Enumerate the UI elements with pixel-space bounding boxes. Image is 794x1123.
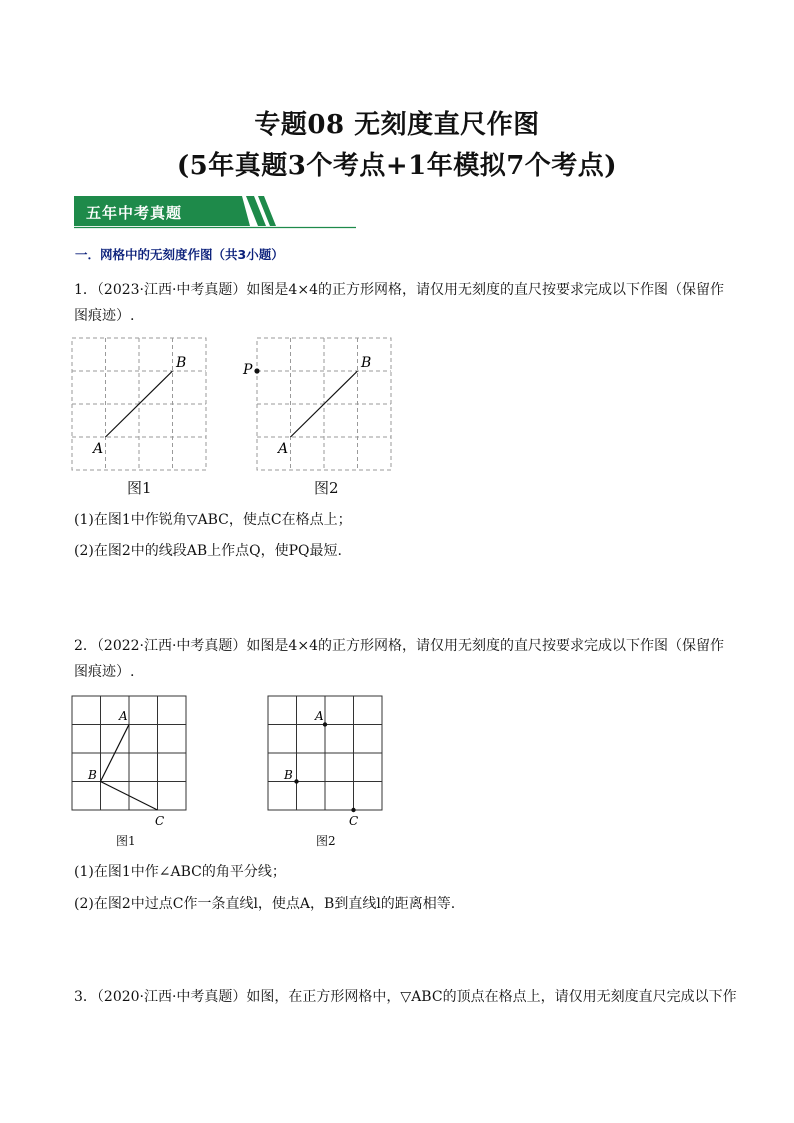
q2-part-1: (1)在图1中作∠ABC的角平分线； <box>74 864 286 880</box>
q2-fig2-caption: 图2 <box>316 834 336 848</box>
q2-fig1-label-c: C <box>155 814 165 828</box>
question-1-stem: 1．（2023·江西·中考真题）如图是4×4的正方形网格，请仅用无刻度的直尺按要求完成以下作图（保留作图痕迹）. <box>74 282 724 324</box>
q1-fig1-caption: 图1 <box>127 479 152 497</box>
q2-fig2-label-c: C <box>349 814 359 828</box>
q2-figure-2 <box>262 690 392 830</box>
q1-part-1: (1)在图1中作锐角▽ABC，使点C在格点上； <box>74 512 352 528</box>
q1-fig1-label-b: B <box>176 355 187 371</box>
q2-fig2-point-c <box>351 808 355 812</box>
section-heading: 一．网格中的无刻度作图（共3小题） <box>75 247 284 262</box>
q2-fig1-label-b: B <box>88 768 97 782</box>
page-title: 专题08 无刻度直尺作图 <box>254 110 540 140</box>
question-2-stem: 2．（2022·江西·中考真题）如图是4×4的正方形网格，请仅用无刻度的直尺按要求完成以下作图（保留作图痕迹）. <box>74 638 724 680</box>
page-subtitle: (5年真题3个考点+1年模拟7个考点) <box>176 151 618 181</box>
question-3-stem: 3．（2020·江西·中考真题）如图，在正方形网格中，▽ABC的顶点在格点上，请仅用无刻度直尺完成以下作 <box>74 989 737 1005</box>
banner-label: 五年中考真题 <box>86 204 183 222</box>
q1-fig2-caption: 图2 <box>314 479 339 497</box>
q1-fig2-label-a: A <box>278 441 289 457</box>
q2-fig1-label-a: A <box>119 709 128 723</box>
q1-figure-2 <box>240 332 400 477</box>
q1-fig2-point-p <box>254 368 259 373</box>
q1-part-2: (2)在图2中的线段AB上作点Q，使PQ最短. <box>74 543 342 559</box>
q2-fig2-label-b: B <box>284 768 293 782</box>
q1-figure-1 <box>66 332 216 477</box>
q2-fig1-caption: 图1 <box>116 834 136 848</box>
q1-fig2-label-b: B <box>361 355 372 371</box>
q2-part-2: (2)在图2中过点C作一条直线l，使点A，B到直线l的距离相等. <box>74 896 456 912</box>
q1-fig1-label-a: A <box>93 441 104 457</box>
q1-fig2-label-p: P <box>243 362 253 378</box>
q2-figure-1 <box>66 690 196 830</box>
q2-fig2-label-a: A <box>315 709 324 723</box>
q2-fig2-point-b <box>294 779 298 783</box>
